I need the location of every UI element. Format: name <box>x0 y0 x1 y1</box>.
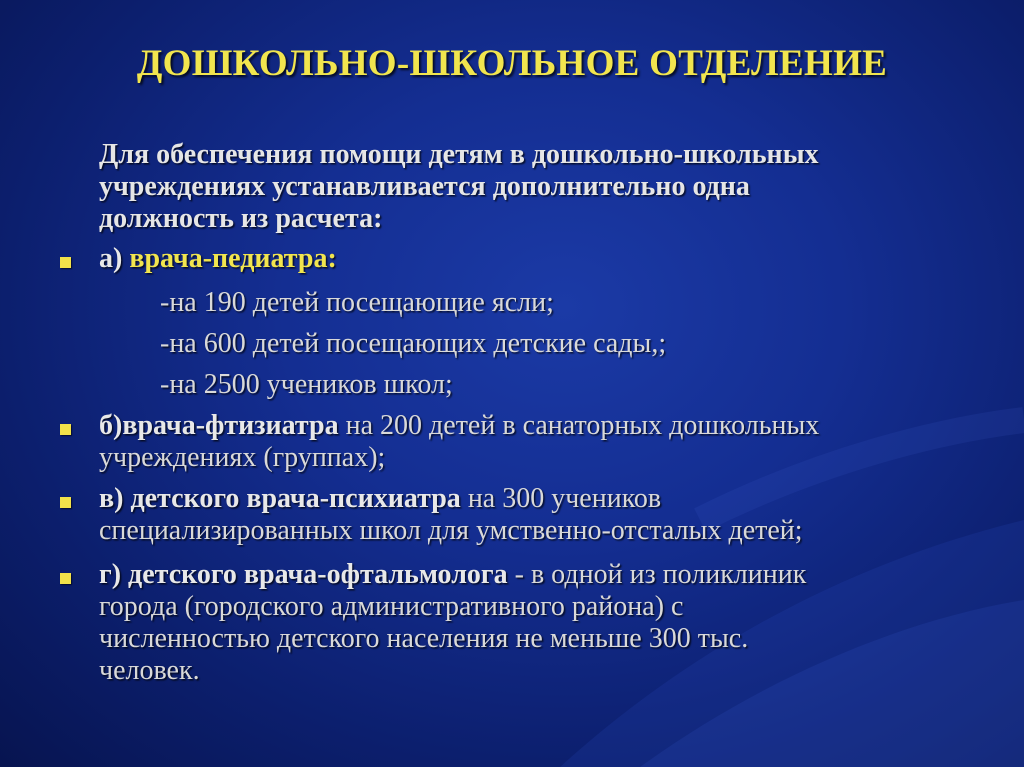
item-rest-2: специализированных школ для умственно-отсталых детей; <box>99 515 803 546</box>
list-item-text <box>99 483 979 547</box>
list-item-text <box>99 243 979 275</box>
item-bold: в) детского врача-психиатра <box>99 483 461 514</box>
item-prefix: а) <box>99 243 130 274</box>
item-rest-3: численностью детского населения не меньше 300 тыс. <box>99 623 749 654</box>
bullet-square-icon <box>60 424 71 435</box>
item-rest-4: человек. <box>99 655 200 686</box>
item-rest-2: учреждениях (группах); <box>99 442 386 473</box>
subitem-nursery: -на 190 детей посещающие ясли; <box>160 287 554 318</box>
bullet-square-icon <box>60 573 71 584</box>
bullet-square-icon <box>60 497 71 508</box>
item-bold: г) детского врача-офтальмолога <box>99 559 508 590</box>
list-item-text <box>99 559 979 687</box>
slide-title: ДОШКОЛЬНО-ШКОЛЬНОЕ ОТДЕЛЕНИЕ <box>136 43 888 84</box>
intro-line-2: учреждениях устанавливается дополнительно одна <box>99 171 750 202</box>
item-rest-1: на 200 детей в санаторных дошкольных <box>338 410 820 441</box>
intro-line-1: Для обеспечения помощи детям в дошкольно-школьных <box>99 139 819 170</box>
intro-paragraph <box>99 139 999 235</box>
list-item-text <box>99 410 979 474</box>
item-bold: б)врача-фтизиатра <box>99 410 339 441</box>
item-highlight: врача-педиатра: <box>129 243 337 274</box>
bullet-square-icon <box>60 257 71 268</box>
item-rest-2: города (городского административного района) с <box>99 591 684 622</box>
subitem-school: -на 2500 учеников школ; <box>160 369 453 400</box>
subitem-kindergarten: -на 600 детей посещающих детские сады,; <box>160 328 667 359</box>
intro-line-3: должность из расчета: <box>99 203 383 234</box>
item-rest-1: на 300 учеников <box>460 483 662 514</box>
item-rest-1: - в одной из поликлиник <box>507 559 807 590</box>
